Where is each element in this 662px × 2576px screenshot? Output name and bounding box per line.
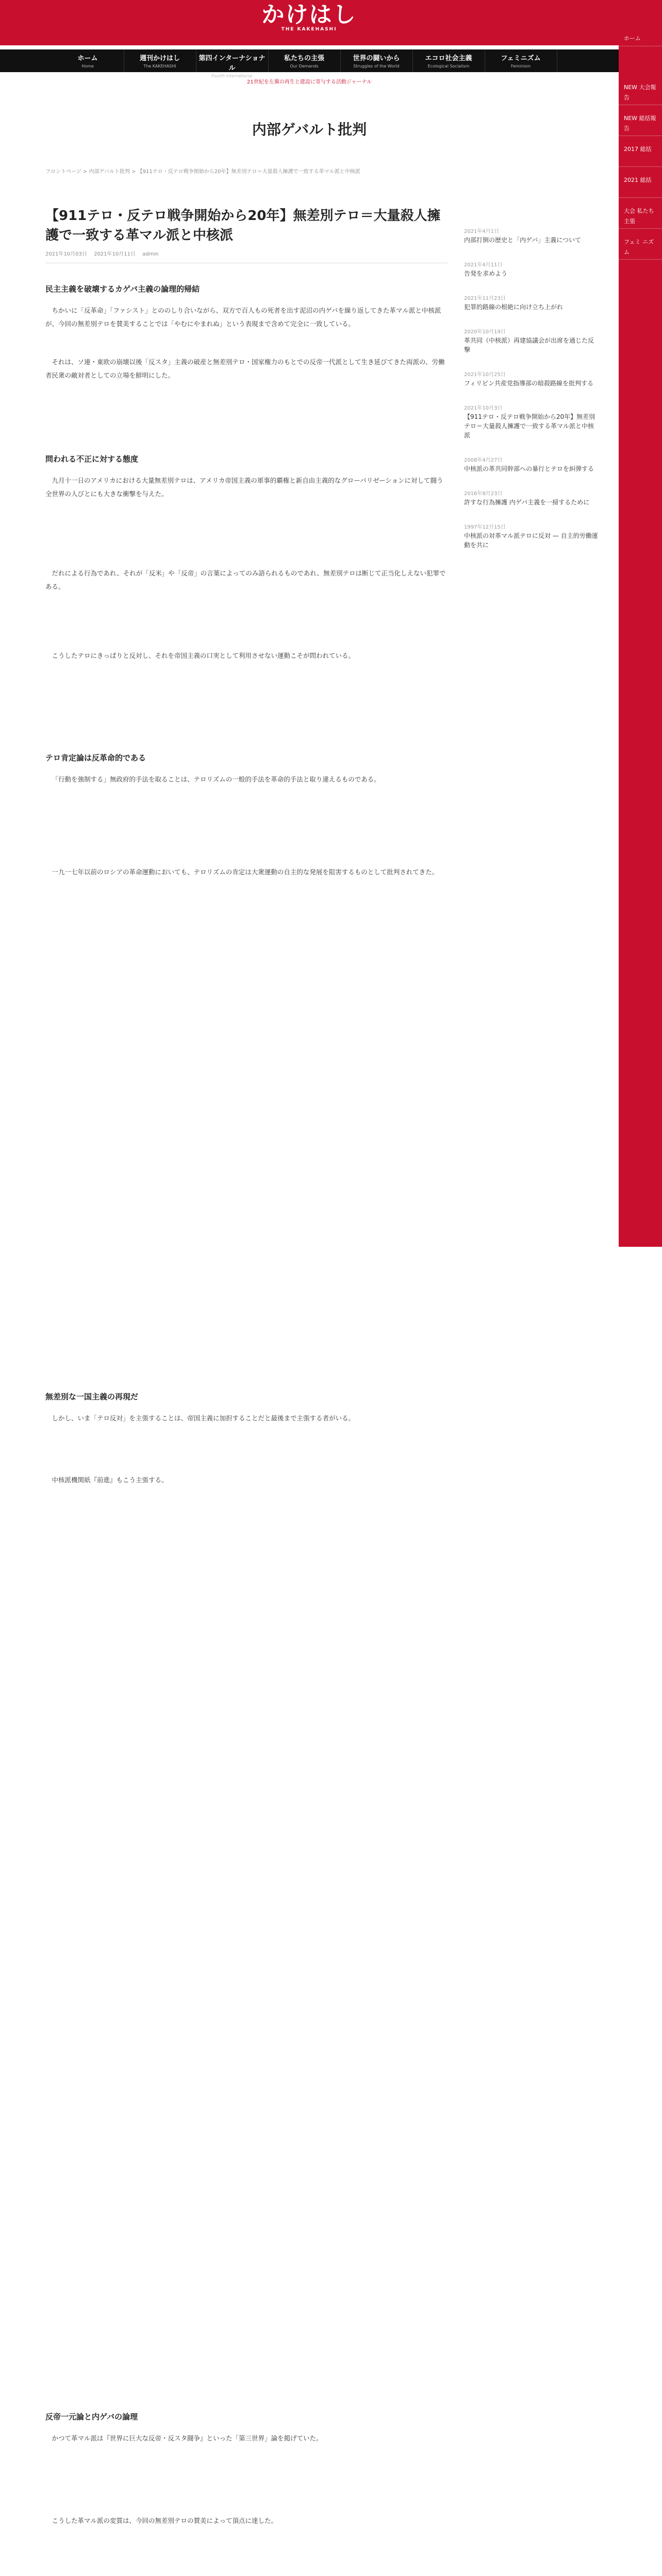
sidebar-post[interactable]: 2021年11月23日 犯罪的路線の根絶に向け立ち上がれ [464,296,564,311]
paragraph: それは、ソ連・東欧の崩壊以後「反スタ」主義の破産と無差別テロ・国家権力のもとでの反帝一代派として生き延びてきた両派の、労働者民衆の敵対者としての立場を鮮明にした。 [45,358,445,379]
paragraph: しかし、いま「テロ反対」を主張することは、帝国主義に加担することだと最後まで主張する者がいる。 [52,1414,355,1422]
side-nav-item[interactable]: NEW 総括報告 [619,113,662,136]
sidebar-post[interactable]: 2021年10月3日 【911テロ・反テロ戦争開始から20年】無差別テロ＝大量殺人擁護で一致する革マル派と中核派 [464,405,595,439]
site-logo[interactable] [254,3,365,34]
nav-item-our-demands[interactable]: 私たちの主張 Our Demands [268,49,341,72]
paragraph: だれによる行為であれ、それが「反米」や「反帝」の言葉によってのみ語られるものであれ、無差別テロは断じて正当化しえない犯罪である。 [45,569,446,590]
side-nav-item[interactable]: ホーム [619,31,662,46]
paragraph: こうしたテロにきっぱりと反対し、それを帝国主義の口実として利用させない運動こそが問われている。 [52,652,355,659]
article-title: 【911テロ・反テロ戦争開始から20年】無差別テロ＝大量殺人擁護で一致する革マル派と中核派 [45,208,441,243]
side-nav [619,0,662,1247]
side-nav-item[interactable]: 大会 私たち 主張 [619,206,662,229]
paragraph: こうした革マル派の変質は、今回の無差別テロの賛美によって頂点に達した。 [52,2517,278,2524]
site-tagline: 21世紀を左翼の再生と建設に寄与する活動ジャーナル [246,79,372,85]
nav-item-eco-socialism[interactable]: エコロ社会主義 Ecological Socialism [412,49,485,72]
paragraph: 九月十一日のアメリカにおける大量無差別テロは、アメリカ帝国主義の軍事的覇権と新自由主義的なグローバリゼーションに対して闘う全世界の人びとにも大きな衝撃を与えた。 [45,477,443,498]
section-heading: 問われる不正に対する態度 [45,454,139,464]
side-nav-item[interactable]: NEW 大会報告 [619,82,662,105]
section-heading: 無差別な一国主義の再現だ [45,1392,139,1401]
breadcrumb[interactable]: フロントページ > 内部ゲバルト批判 > 【911テロ・反テロ戦争開始から20年】無差別テロ＝大量殺人擁護で一致する革マル派と中核派 [45,169,360,175]
site-header [0,0,619,45]
section-heading: 民主主義を破壊するカゲバ主義の論理的帰結 [45,284,200,294]
paragraph: ちかいに「反革命」「ファシスト」とののしり合いながら、双方で百人もの死者を出す泥沼の内ゲバを繰り返してきた革マル派と中核派が、今回の無差別テロを賛美することでは「やむにやまれぬ」という表現まで含めて完全に一致している。 [45,307,441,328]
side-nav-item[interactable]: 2017 総括 [619,144,662,167]
sidebar-post[interactable]: 2008年4月27日 中核派の革共同幹部への暴行とテロを糾弾する [464,457,594,472]
logo-subtitle: THE KAKEHASHI [281,27,337,32]
nav-item-feminism[interactable]: フェミニズム Feminism [485,49,557,72]
side-nav-item[interactable]: 2021 総括 [619,175,662,198]
global-nav [0,49,619,78]
sidebar-post[interactable]: 2020年10月19日 革共同（中核派）再建協議会が出席を通じた反撃 [464,329,594,353]
sidebar-post[interactable]: 2021年4月11日 告発を求めよう [464,262,508,277]
sidebar-post[interactable]: 2021年4月1日 内部打倒の歴史と「内ゲバ」主義について [464,229,582,244]
article-meta: 2021年10月03日 2021年10月11日 admin [45,251,159,257]
side-nav-item[interactable]: フェミ ニズム [619,237,662,260]
section-heading: テロ肯定論は反革命的である [45,753,146,762]
nav-item-struggles[interactable]: 世界の闘いから Struggles of the World [340,49,413,72]
nav-item-kakehashi[interactable]: 週刊かけはし The KAKEHASHI [124,49,196,72]
logo-text: かけはし [261,2,357,28]
paragraph: 中核派機関紙『前進』もこう主張する。 [52,1476,168,1484]
nav-item-home[interactable]: ホーム Home [52,49,124,72]
paragraph: 一九一七年以前のロシアの革命運動においても、テロリズムの肯定は大衆運動の自主的な発展を阻害するものとして批判されてきた。 [52,868,439,876]
article [45,206,448,2524]
nav-item-fourth-international[interactable]: 第四インターナショナル Fourth International [196,49,269,72]
sidebar [464,227,598,565]
category-title: 内部ゲバルト批判 [252,121,367,138]
paragraph: 「行動を強制する」無政府的手法を取ることは、テロリズムの一般的手法を革命的手法と取り違えるものである。 [52,775,380,783]
paragraph: かつて革マル派は『世界に巨大な反帝・反スタ闘争』といった「第三世界」論を掲げていた。 [52,2434,323,2442]
sidebar-post[interactable]: 2016年8月23日 許すな行為擁護 内ゲバ主義を一掃するために [464,491,590,506]
sidebar-post[interactable]: 1997年12月15日 中核派の対革マル派テロに反対 — 自主的労働運動を共に [464,524,598,549]
sidebar-post[interactable]: 2021年10月25日 フィリピン共産党指導部の暗殺路線を批判する [464,372,594,387]
section-heading: 反帝一元論と内ゲバの論理 [45,2412,138,2421]
